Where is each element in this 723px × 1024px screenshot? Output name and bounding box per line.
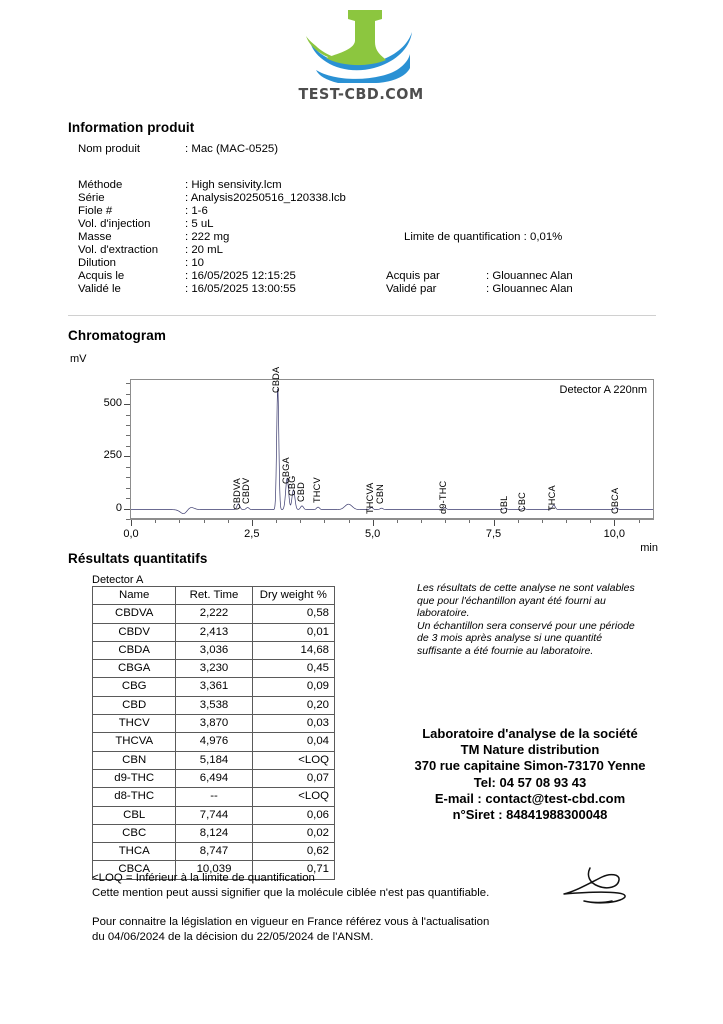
- cell-dry-weight: 0,06: [252, 806, 334, 824]
- table-row: [93, 641, 335, 659]
- mass-label: Masse: [78, 231, 112, 243]
- results-title: Résultats quantitatifs: [68, 551, 208, 566]
- lab-line-2: TM Nature distribution: [460, 742, 600, 758]
- peak-label: CBDA: [271, 366, 282, 394]
- flask-logo-icon: [302, 6, 422, 84]
- cell-dry-weight: <LOQ: [252, 788, 334, 806]
- table-row: [93, 696, 335, 714]
- cell-name: THCV: [93, 715, 176, 733]
- cell-ret-time: 3,036: [176, 641, 252, 659]
- y-tick-minor: [126, 467, 130, 468]
- cell-dry-weight: 0,01: [252, 623, 334, 641]
- column-header-ret-time: Ret. Time: [176, 587, 252, 605]
- x-tick-minor: [590, 520, 591, 523]
- y-tick-minor: [126, 498, 130, 499]
- extraction-volume-value: : 20 mL: [185, 244, 223, 256]
- legislation-line-1: Pour connaitre la législation en vigueur en France référez vous à l'actualisation: [92, 916, 490, 928]
- y-tick-minor: [126, 425, 130, 426]
- cell-name: CBG: [93, 678, 176, 696]
- acquired-by-label: Acquis par: [386, 270, 440, 282]
- y-tick-minor: [126, 435, 130, 436]
- x-tick-minor: [566, 520, 567, 523]
- table-row: [93, 824, 335, 842]
- laboratory-address-block: [370, 726, 690, 823]
- cell-dry-weight: 0,58: [252, 605, 334, 623]
- y-tick-mark: [124, 456, 130, 457]
- cell-name: CBC: [93, 824, 176, 842]
- peak-label: THCVA: [365, 482, 375, 514]
- cell-name: CBGA: [93, 660, 176, 678]
- cell-ret-time: 6,494: [176, 769, 252, 787]
- method-value: : High sensivity.lcm: [185, 179, 282, 191]
- mass-value: : 222 mg: [185, 231, 230, 243]
- loq-legend-line-1: <LOQ = Inférieur à la limite de quantification: [92, 872, 315, 884]
- x-tick-label: 7,5: [485, 528, 502, 540]
- table-row: [93, 715, 335, 733]
- cell-dry-weight: 0,04: [252, 733, 334, 751]
- y-tick-mark: [124, 509, 130, 510]
- site-logo: [0, 6, 723, 103]
- x-tick-minor: [518, 520, 519, 523]
- cell-ret-time: 3,538: [176, 696, 252, 714]
- detector-legend: Detector A 220nm: [559, 384, 647, 396]
- x-tick-minor: [179, 520, 180, 523]
- cell-ret-time: 3,361: [176, 678, 252, 696]
- loq-legend-line-2: Cette mention peut aussi signifier que la molécule ciblée n'est pas quantifiable.: [92, 886, 490, 899]
- x-tick-minor: [639, 520, 640, 523]
- peak-label: CBCA: [609, 487, 620, 514]
- quantification-limit-note: Limite de quantification : 0,01%: [404, 231, 563, 243]
- cell-ret-time: 10,039: [176, 861, 252, 879]
- x-tick-mark: [131, 520, 132, 526]
- lab-line-1: Laboratoire d'analyse de la société: [422, 726, 638, 741]
- cell-dry-weight: 0,62: [252, 843, 334, 861]
- loq-legend: [92, 871, 489, 900]
- y-tick-minor: [126, 383, 130, 384]
- chromatogram-trace: [131, 380, 653, 518]
- peak-label: THCA: [547, 485, 558, 512]
- peak-label: CBD: [295, 481, 306, 502]
- product-name-label: Nom produit: [78, 143, 141, 155]
- peak-label: CBDV: [241, 477, 252, 504]
- injection-volume-label: Vol. d'injection: [78, 218, 151, 230]
- cell-name: CBDA: [93, 641, 176, 659]
- method-label: Méthode: [78, 179, 123, 191]
- cell-ret-time: --: [176, 788, 252, 806]
- cell-ret-time: 2,222: [176, 605, 252, 623]
- legislation-note: [92, 915, 489, 944]
- y-tick-minor: [126, 446, 130, 447]
- cell-dry-weight: 14,68: [252, 641, 334, 659]
- peak-label: CBDVA: [231, 477, 242, 510]
- x-tick-minor: [421, 520, 422, 523]
- table-row: [93, 733, 335, 751]
- analysis-disclaimer: [417, 582, 647, 658]
- cell-dry-weight: <LOQ: [252, 751, 334, 769]
- dilution-label: Dilution: [78, 257, 116, 269]
- cell-dry-weight: 0,71: [252, 861, 334, 879]
- x-tick-minor: [300, 520, 301, 523]
- y-tick-minor: [126, 488, 130, 489]
- x-tick-minor: [228, 520, 229, 523]
- cell-name: CBDVA: [93, 605, 176, 623]
- x-tick-minor: [155, 520, 156, 523]
- cell-ret-time: 8,747: [176, 843, 252, 861]
- cell-ret-time: 5,184: [176, 751, 252, 769]
- lab-line-5: E-mail : contact@test-cbd.com: [434, 790, 626, 806]
- x-tick-minor: [349, 520, 350, 523]
- detector-a-caption: Detector A: [92, 574, 144, 586]
- peak-label: d9-THC: [438, 480, 449, 514]
- acquired-by-value: : Glouannec Alan: [486, 270, 573, 282]
- plot-frame: [130, 379, 654, 519]
- cell-ret-time: 7,744: [176, 806, 252, 824]
- peak-label: THCV: [311, 477, 322, 504]
- table-row: [93, 788, 335, 806]
- validated-on-label: Validé le: [78, 283, 121, 295]
- validated-on-value: : 16/05/2025 13:00:55: [185, 283, 296, 295]
- vial-label: Fiole #: [78, 205, 113, 217]
- x-tick-label: 10,0: [603, 528, 626, 540]
- y-tick-label: 500: [103, 397, 122, 410]
- cell-dry-weight: 0,07: [252, 769, 334, 787]
- x-tick-minor: [324, 520, 325, 523]
- series-label: Série: [78, 192, 105, 204]
- table-row: [93, 769, 335, 787]
- disclaimer-paragraph-1: Les résultats de cette analyse ne sont valables que pour l'échantillon ayant été fourni au laboratoire.: [417, 582, 635, 620]
- table-row: [93, 623, 335, 641]
- cell-name: THCVA: [93, 733, 176, 751]
- x-tick-mark: [614, 520, 615, 526]
- chromatogram-chart: [68, 366, 658, 554]
- product-info-title: Information produit: [68, 120, 195, 135]
- series-value: : Analysis20250516_120338.lcb: [185, 192, 346, 204]
- chromatogram-title: Chromatogram: [68, 328, 166, 343]
- cell-name: CBN: [93, 751, 176, 769]
- legislation-line-2: du 04/06/2024 de la décision du 22/05/2024 de l'ANSM.: [92, 930, 374, 943]
- acquired-on-value: : 16/05/2025 12:15:25: [185, 270, 296, 282]
- y-tick-label: 250: [103, 449, 122, 462]
- peak-label: CBL: [498, 495, 509, 514]
- validated-by-label: Validé par: [386, 283, 437, 295]
- product-name-value: : Mac (MAC-0525): [185, 143, 279, 155]
- cell-name: d9-THC: [93, 769, 176, 787]
- peak-label: CBGA: [280, 457, 291, 485]
- cell-ret-time: 4,976: [176, 733, 252, 751]
- cell-name: d8-THC: [93, 788, 176, 806]
- x-tick-minor: [204, 520, 205, 523]
- x-tick-label: 5,0: [365, 528, 381, 540]
- x-tick-mark: [252, 520, 253, 526]
- table-header-row: [93, 587, 335, 605]
- cell-ret-time: 3,870: [176, 715, 252, 733]
- cell-dry-weight: 0,09: [252, 678, 334, 696]
- y-tick-minor: [126, 394, 130, 395]
- cell-dry-weight: 0,03: [252, 715, 334, 733]
- results-table: [92, 586, 335, 880]
- x-tick-minor: [542, 520, 543, 523]
- table-row: [93, 806, 335, 824]
- cell-name: THCA: [93, 843, 176, 861]
- peak-label: CBG: [286, 475, 297, 496]
- table-row: [93, 751, 335, 769]
- acquired-on-label: Acquis le: [78, 270, 125, 282]
- logo-wordmark: TEST-CBD.COM: [298, 85, 425, 103]
- y-tick-minor: [126, 415, 130, 416]
- lab-line-6: n°Siret : 84841988300048: [452, 807, 608, 823]
- cell-name: CBL: [93, 806, 176, 824]
- cell-name: CBD: [93, 696, 176, 714]
- cell-name: CBCA: [93, 861, 176, 879]
- peak-label: CBC: [517, 492, 528, 513]
- x-tick-label: 2,5: [244, 528, 260, 540]
- injection-volume-value: : 5 uL: [185, 218, 214, 230]
- table-row: [93, 678, 335, 696]
- peak-label: CBN: [375, 484, 386, 505]
- vial-value: : 1-6: [185, 205, 208, 217]
- x-tick-label: 0,0: [123, 528, 139, 540]
- cell-dry-weight: 0,02: [252, 824, 334, 842]
- x-tick-mark: [494, 520, 495, 526]
- x-tick-minor: [276, 520, 277, 523]
- cell-ret-time: 2,413: [176, 623, 252, 641]
- y-tick-minor: [126, 477, 130, 478]
- cell-dry-weight: 0,45: [252, 660, 334, 678]
- y-axis-unit-label: mV: [70, 353, 87, 365]
- x-tick-minor: [397, 520, 398, 523]
- x-tick-minor: [445, 520, 446, 523]
- table-row: [93, 843, 335, 861]
- lab-line-4: Tel: 04 57 08 93 43: [473, 774, 587, 790]
- y-tick-label: 0: [115, 501, 122, 514]
- y-tick-mark: [124, 404, 130, 405]
- table-row: [93, 605, 335, 623]
- lab-line-3: 370 rue capitaine Simon-73170 Yenne: [414, 758, 646, 774]
- section-divider: [68, 315, 656, 316]
- signature-mark: [546, 856, 656, 918]
- cell-dry-weight: 0,20: [252, 696, 334, 714]
- column-header-name: Name: [93, 587, 176, 605]
- dilution-value: : 10: [185, 257, 204, 269]
- column-header-dry-weight: Dry weight %: [252, 587, 334, 605]
- x-tick-minor: [469, 520, 470, 523]
- disclaimer-paragraph-2: Un échantillon sera conservé pour une période de 3 mois après analyse si une quantité suffisante a été fournie au laboratoire.: [417, 619, 635, 657]
- extraction-volume-label: Vol. d'extraction: [78, 244, 159, 256]
- x-axis-line: [130, 519, 654, 520]
- cell-ret-time: 8,124: [176, 824, 252, 842]
- cell-ret-time: 3,230: [176, 660, 252, 678]
- validated-by-value: : Glouannec Alan: [486, 283, 573, 295]
- cell-name: CBDV: [93, 623, 176, 641]
- table-row: [93, 660, 335, 678]
- y-tick-minor: [126, 519, 130, 520]
- x-tick-mark: [373, 520, 374, 526]
- x-axis-unit-label: min: [640, 542, 658, 554]
